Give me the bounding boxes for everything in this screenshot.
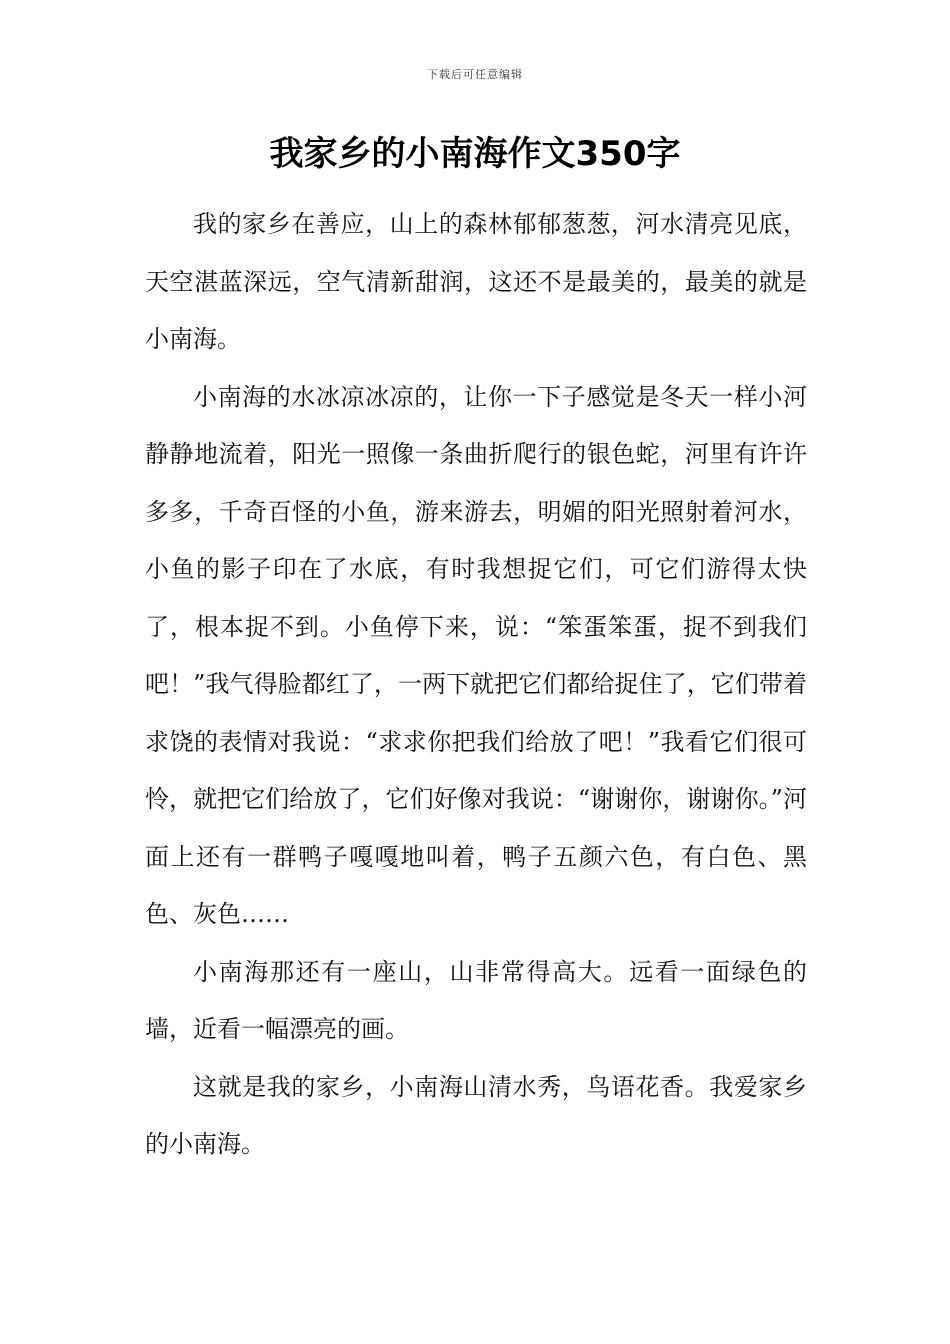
paragraph-3: 小南海那还有一座山，山非常得高大。远看一面绿色的墙，近看一幅漂亮的画。 [145, 957, 807, 1043]
document-title: 我家乡的小南海作文350字 [269, 134, 681, 174]
paragraph-2: 小南海的水冰凉冰凉的，让你一下子感觉是冬天一样小河静静地流着，阳光一照像一条曲折爬行的银色蛇，河里有许许多多，千奇百怪的小鱼，游来游去，明媚的阳光照射着河水，小鱼的影子印在了水底，有时我想捉它们，可它们游得太快了，根本捉不到。小鱼停下来，说：“笨蛋笨蛋，捉不到我们吧！”我气得脸都红了，一两下就把它们都给捉住了，它们带着求饶的表情对我说：“求求你把我们给放了吧！”我看它们很可怜，就把它们给放了，它们好像对我说：“谢谢你，谢谢你。”河面上还有一群鸭子嘎嘎地叫着，鸭子五颜六色，有白色、黑色、灰色…… [145, 382, 807, 928]
header-note: 下载后可任意编辑 [427, 68, 523, 81]
document-body [145, 196, 807, 1174]
paragraph-4: 这就是我的家乡，小南海山清水秀，鸟语花香。我爱家乡的小南海。 [145, 1072, 807, 1158]
paragraph-1: 我的家乡在善应，山上的森林郁郁葱葱，河水清亮见底，天空湛蓝深远，空气清新甜润，这还不是最美的，最美的就是小南海。 [145, 210, 807, 353]
